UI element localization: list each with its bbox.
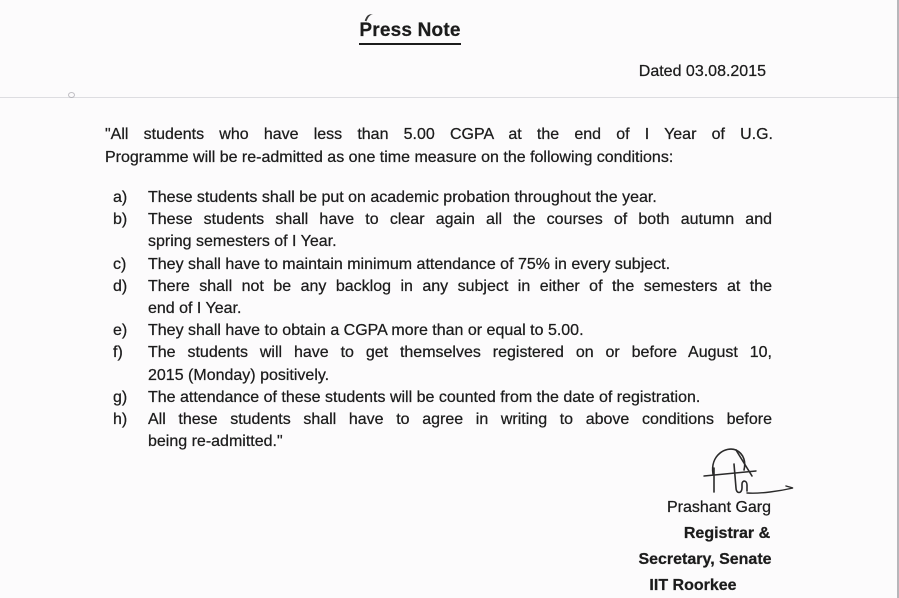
condition-item-f: [113, 342, 773, 386]
condition-label: d): [113, 277, 128, 295]
condition-label: h): [113, 411, 128, 429]
condition-text: They shall have to maintain minimum attendance of 75% in every subject.: [148, 255, 671, 273]
condition-item-b: [113, 209, 773, 253]
condition-text: These students shall have to clear again all the courses of both autumn and spring semesters of I Year.: [148, 211, 772, 251]
intro-paragraph: [105, 123, 773, 169]
condition-label: a): [113, 189, 128, 206]
condition-text: The attendance of these students will be counted from the date of registration.: [148, 388, 701, 406]
condition-item-a: [113, 187, 773, 209]
condition-label: g): [113, 388, 128, 406]
signatory-name: Prashant Garg: [666, 499, 772, 516]
scan-artifact-line: [0, 97, 899, 98]
page-title-wrap: [0, 20, 820, 45]
signature-block: [602, 495, 812, 598]
condition-item-e: [113, 320, 773, 342]
condition-label: f): [113, 344, 123, 362]
condition-item-g: [113, 387, 773, 409]
intro-line: "All students who have less than 5.00 CGPA at the end of I Year of U.G.: [105, 126, 773, 143]
date-line: Dated 03.08.2015: [638, 63, 766, 80]
condition-item-c: [113, 254, 773, 276]
conditions-list: [113, 187, 773, 453]
signatory-title-line: Secretary, Senate: [638, 551, 772, 568]
intro-line: Programme will be re-admitted as one time measure on the following conditions:: [105, 149, 674, 166]
scan-artifact-speck: [68, 92, 75, 98]
condition-item-d: [113, 276, 773, 320]
signatory-title-line: Registrar &: [683, 525, 771, 542]
condition-text: These students shall be put on academic probation throughout the year.: [148, 189, 657, 206]
page-title: Press Note: [359, 20, 460, 45]
signatory-title-line: IIT Roorkee: [649, 577, 737, 594]
condition-text: There shall not be any backlog in any subject in either of the semesters at the end of I Year.: [148, 277, 772, 318]
signature-scribble-icon: [700, 446, 800, 501]
condition-label: c): [113, 255, 127, 273]
condition-text: All these students shall have to agree in writing to above conditions before being re-admitted.": [148, 411, 772, 451]
condition-label: e): [113, 322, 128, 340]
condition-item-h: [113, 409, 773, 453]
condition-label: b): [113, 211, 128, 229]
condition-text: They shall have to obtain a CGPA more than or equal to 5.00.: [148, 322, 584, 340]
condition-text: The students will have to get themselves registered on or before August 10, 2015 (Monday) positively.: [148, 344, 772, 384]
